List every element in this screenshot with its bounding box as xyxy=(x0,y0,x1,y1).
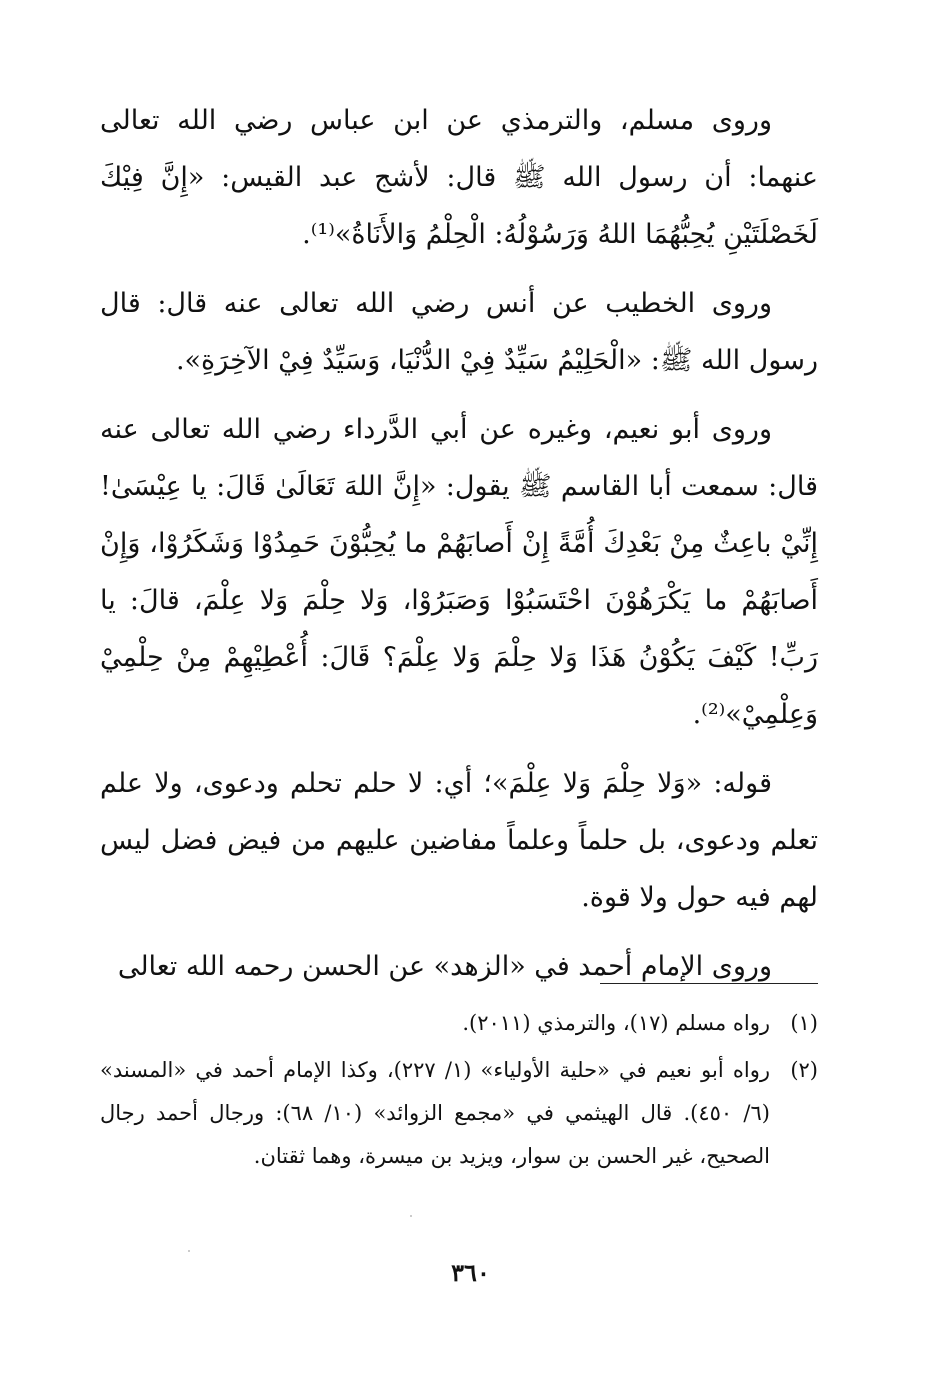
footnote-number: (١) xyxy=(790,1011,818,1035)
paragraph-4: قوله: «وَلا حِلْمَ وَلا عِلْمَ»؛ أي: لا حلم تحلم ودعوى، ولا علم تعلم ودعوى، بل حلماً وعلماً مفاضين عليهم من فيض فضل ليس لهم فيه حول ولا قوة. xyxy=(100,768,818,913)
page-number: ٣٦٠ xyxy=(451,1258,490,1287)
main-text xyxy=(100,92,818,1007)
paragraph-1: وروى مسلم، والترمذي عن ابن عباس رضي الله تعالى عنهما: أن رسول الله ﷺ قال: لأشج عبد القيس: «إِنَّ فِيْكَ لَخَصْلَتَيْنِ يُحِبُّهُمَا اللهُ وَرَسُوْلُهُ: الْحِلْمُ وَالأَنَاةُ»⁽¹⁾. xyxy=(100,105,818,250)
scan-speck xyxy=(188,1250,190,1252)
footnote-2 xyxy=(100,1049,818,1178)
footnote-number: (٢) xyxy=(790,1058,818,1082)
footnote-text: رواه أبو نعيم في «حلية الأولياء» (١/ ٢٢٧)، وكذا الإمام أحمد في «المسند» (٦/ ٤٥٠). قال الهيثمي في «مجمع الزوائد» (١٠/ ٦٨): ورجال أحمد رجال الصحيح، غير الحسن بن سوار، ويزيد بن ميسرة، وهما ثقتان. xyxy=(100,1058,770,1168)
footnote-1 xyxy=(100,1002,818,1045)
paragraph-2: وروى الخطيب عن أنس رضي الله تعالى عنه قال: قال رسول الله ﷺ: «الْحَلِيْمُ سَيِّدٌ فِيْ الدُّنْيَا، وَسَيِّدٌ فِيْ الآخِرَةِ». xyxy=(100,288,818,376)
footnotes xyxy=(100,1002,818,1182)
paragraph-5: وروى الإمام أحمد في «الزهد» عن الحسن رحمه الله تعالى xyxy=(117,951,772,982)
footnote-text: رواه مسلم (١٧)، والترمذي (٢٠١١). xyxy=(462,1011,770,1035)
footnote-separator xyxy=(600,983,818,984)
scan-speck xyxy=(410,1215,412,1217)
paragraph-3: وروى أبو نعيم، وغيره عن أبي الدَّرداء رضي الله تعالى عنه قال: سمعت أبا القاسم ﷺ يقول: «إِنَّ اللهَ تَعَالَىٰ قَالَ: يا عِيْسَىٰ! إِنِّيْ باعِثٌ مِنْ بَعْدِكَ أُمَّةً إِنْ أَصابَهُمْ ما يُحِبُّوْنَ حَمِدُوْا وَشَكَرُوْا، وَإِنْ أَصابَهُمْ ما يَكْرَهُوْنَ احْتَسَبُوْا وَصَبَرُوْا، وَلا حِلْمَ وَلا عِلْمَ، قالَ: يا رَبِّ! كَيْفَ يَكُوْنُ هَذَا وَلا حِلْمَ وَلا عِلْمَ؟ قَالَ: أُعْطِيْهِمْ مِنْ حِلْمِيْ وَعِلْمِيْ»⁽²⁾. xyxy=(100,414,818,730)
